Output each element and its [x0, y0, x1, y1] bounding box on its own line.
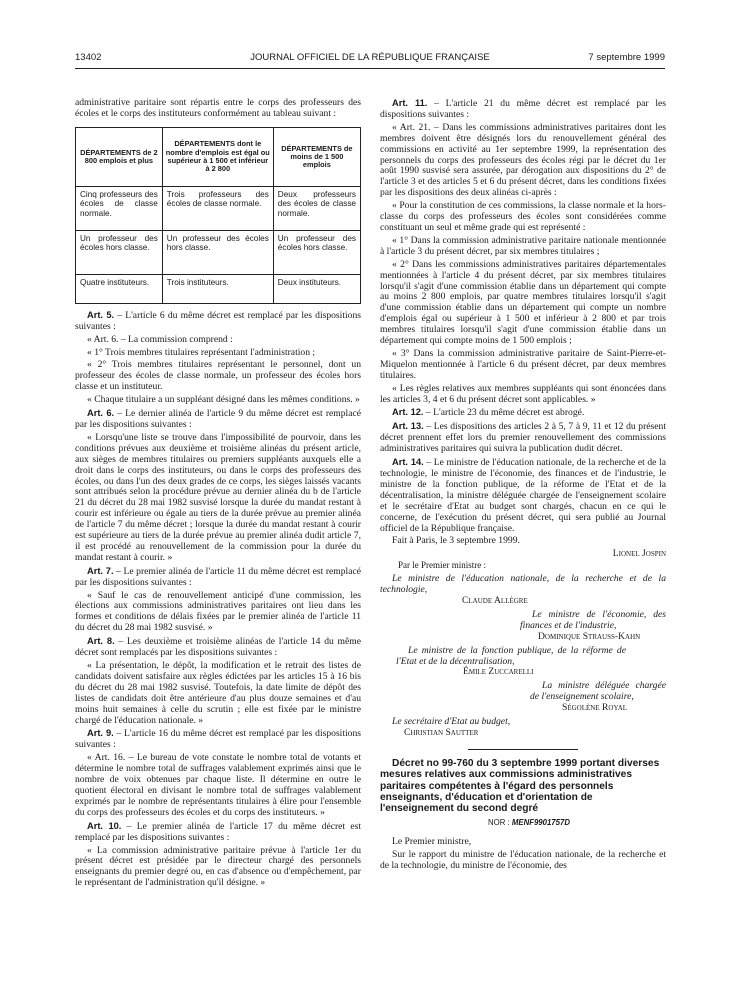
- signatory-name: Christian Sautter: [404, 726, 479, 738]
- article-11: Art. 11. – L'article 21 du même décret est remplacé par les dispositions suivantes :: [380, 98, 666, 120]
- quote-paragraph: « Art. 6. – La commission comprend :: [87, 333, 233, 345]
- right-column: [380, 98, 666, 874]
- table-header: DÉPARTEMENTS dont le nombre d'emplois est égal ou supérieur à 1 500 et inférieur à 2 800: [162, 127, 273, 186]
- page-number: 13402: [75, 52, 102, 63]
- table-cell: Deux professeurs des écoles de classe normale.: [273, 186, 360, 230]
- nor-reference: NOR : MENF9901757D: [488, 817, 570, 827]
- article-14: Art. 14. – Le ministre de l'éducation nationale, de la recherche et de la technologie, le ministre de l'économie, des finances et de l'industrie, le ministre de la fonction publique, de la réforme de l'Etat et de la décentralisation, la ministre déléguée chargée de l'enseignement scolaire et le secrétaire d'Etat au budget sont chargés, chacun en ce qui le concerne, de l'exécution du présent décret, qui sera publié au Journal officiel de la République française.: [380, 457, 666, 534]
- article-label: Art. 12.: [392, 407, 424, 418]
- quote-paragraph: « Art. 21. – Dans les commissions administratives paritaires dont les membres doivent être désignés lors du renouvellement général des commissions en activité au 1er septembre 1999, la représentation des personnels du corps des professeurs des écoles régi par le décret du 1er août 1990 susvisé sera assurée, par dérogation aux dispositions du 2° de l'article 3 et des articles 5 et 6 du présent décret, dans les conditions fixées par les dispositions des deux alinéas ci-après :: [380, 121, 666, 199]
- by-line: Par le Premier ministre :: [398, 560, 486, 571]
- table-cell: Deux instituteurs.: [273, 274, 360, 303]
- quote-paragraph: « La commission administrative paritaire prévue à l'article 1er du présent décret est présidée par le directeur chargé des personnels enseignants du premier degré ou, en cas d'absence ou d'empêchement, par le représentant de l'administration qu'il désigne. »: [75, 844, 361, 889]
- quote-paragraph: « 1° Trois membres titulaires représentant l'administration ;: [87, 346, 316, 358]
- journal-title: JOURNAL OFFICIEL DE LA RÉPUBLIQUE FRANÇAISE: [250, 52, 490, 63]
- quote-paragraph: « Art. 16. – Le bureau de vote constate le nombre total de votants et détermine le nombre total de suffrages valablement exprimés ainsi que le nombre de voix obtenues par chaque liste. Il détermine en outre le quotient électoral en divisant le nombre total de suffrages valablement exprimés par le nombre de représentants titulaires à élire pour l'ensemble du corps des professeurs des écoles et du corps des instituteurs. »: [75, 752, 361, 818]
- table-cell: Cinq professeurs des écoles de classe normale.: [76, 186, 163, 230]
- quote-paragraph: « Sauf le cas de renouvellement anticipé d'une commission, les élections aux commissions administratives paritaires ont lieu dans les formes et conditions de délais fixées par le premier alinéa de l'article 11 du décret du 28 mai 1982 susvisé. »: [75, 589, 361, 634]
- signature-schools: [380, 681, 666, 714]
- article-8: Art. 8. – Les deuxième et troisième alinéas de l'article 14 du même décret sont remplacés par les dispositions suivantes :: [75, 636, 361, 659]
- article-12: Art. 12. – L'article 23 du même décret est abrogé.: [392, 407, 585, 419]
- article-label: Art. 14.: [392, 457, 424, 468]
- table-cell: Un professeur des écoles hors classe.: [273, 230, 360, 274]
- header-rule: [75, 68, 665, 69]
- article-label: Art. 11.: [392, 98, 428, 108]
- quote-paragraph: « 1° Dans la commission administrative paritaire nationale mentionnée à l'article 3 du présent décret, par six membres titulaires ;: [380, 234, 666, 257]
- table-header: DÉPARTEMENTS de moins de 1 500 emplois: [273, 127, 360, 186]
- table-cell: Quatre instituteurs.: [76, 274, 163, 303]
- publication-date: 7 septembre 1999: [588, 52, 665, 63]
- signature-economy: [380, 610, 666, 643]
- table-cell: Un professeur des écoles hors classe.: [76, 230, 163, 274]
- signatory-title: Le ministre de l'éducation nationale, de la recherche et de la technologie,: [380, 573, 666, 596]
- signatory-name: Dominique Strauss-Kahn: [538, 630, 641, 642]
- signature-civil-service: [380, 646, 666, 679]
- quote-paragraph: « Pour la constitution de ces commissions, la classe normale et la hors-classe du corps des professeurs des écoles sont considérées comme constituant un seul et même grade qui est représenté :: [380, 200, 666, 233]
- quote-paragraph: « La présentation, le dépôt, la modification et le retrait des listes de candidats doivent satisfaire aux règles édictées par les articles 15 à 16 bis du décret du 28 mai 1982 susvisé. Toutefois, la date limite de dépôt des listes de candidats doit être antérieure d'au plus douze semaines et d'au moins huit semaines à celle du scrutin ; elle est fixée par le ministre chargé de l'éducation nationale. »: [75, 660, 361, 726]
- report-paragraph: Sur le rapport du ministre de l'éducation nationale, de la recherche et de la technologie, du ministre de l'économie, des: [380, 848, 666, 871]
- signatory-name: Ségolène Royal: [562, 702, 628, 714]
- pm-intro: Le Premier ministre,: [392, 835, 472, 847]
- quote-paragraph: « Chaque titulaire a un suppléant désigné dans les mêmes conditions. »: [87, 394, 360, 406]
- article-label: Art. 6.: [87, 408, 115, 419]
- article-7: Art. 7. – Le premier alinéa de l'article 11 du même décret est remplacé par les dispositions suivantes :: [75, 565, 361, 588]
- table-cell: Un professeur des écoles hors classe.: [162, 230, 273, 274]
- signatory-title: Le secrétaire d'Etat au budget,: [392, 716, 511, 728]
- left-column: [75, 98, 361, 891]
- table-row: [76, 274, 361, 303]
- signature-budget: [380, 717, 666, 739]
- signature-education: [380, 574, 666, 607]
- table-cell: Trois professeurs des écoles de classe normale.: [162, 186, 273, 230]
- article-label: Art. 10.: [87, 820, 122, 831]
- table-cell: Trois instituteurs.: [162, 274, 273, 303]
- article-5: Art. 5. – L'article 6 du même décret est remplacé par les dispositions suivantes :: [75, 309, 361, 332]
- nor-code: MENF9901757D: [511, 817, 570, 827]
- article-9: Art. 9. – L'article 16 du même décret est remplacé par les dispositions suivantes :: [75, 728, 362, 751]
- quote-paragraph: « 3° Dans la commission administrative paritaire de Saint-Pierre-et-Miquelon mentionnée à l'article 6 du présent décret, par deux membres titulaires.: [380, 347, 666, 381]
- quote-paragraph: « 2° Dans les commissions administratives paritaires départementales mentionnées à l'article 4 du présent décret, par six membres titulaires lorsqu'il s'agit d'une commission établie dans un département qui compte au moins 2 800 emplois, par quatre membres titulaires lorsqu'il s'agit d'une commission établie dans un département qui compte un nombre d'emplois égal ou supérieur à 1 500 et inférieur à 2 800 et par trois membres titulaires lorsqu'il s'agit d'une commission établie dans un département qui compte moins de 1 500 emplois ;: [380, 258, 666, 347]
- page-header: [75, 52, 665, 66]
- table-row: [76, 186, 361, 230]
- table-header: DÉPARTEMENTS de 2 800 emplois et plus: [76, 127, 163, 186]
- signatory-name: Claude Allègre: [462, 594, 528, 606]
- distribution-table: [75, 127, 361, 304]
- article-label: Art. 5.: [87, 309, 115, 320]
- signatory-name: Lionel Jospin: [612, 548, 666, 560]
- article-label: Art. 9.: [87, 728, 114, 739]
- article-label: Art. 13.: [392, 421, 424, 432]
- quote-paragraph: « Les règles relatives aux membres suppléants qui sont énoncées dans les articles 3, 4 et 6 du présent décret sont applicables. »: [380, 382, 666, 405]
- table-row: [76, 230, 361, 274]
- article-label: Art. 7.: [87, 565, 114, 576]
- signatory-title: La ministre déléguée chargée de l'enseignement scolaire,: [530, 680, 666, 703]
- article-6: Art. 6. – Le dernier alinéa de l'article 9 du même décret est remplacé par les dispositions suivantes :: [75, 408, 361, 430]
- signatory-name: Émile Zuccarelli: [463, 666, 534, 678]
- decree-title: Décret no 99-760 du 3 septembre 1999 portant diverses mesures relatives aux commissions administratives paritaires compétentes à l'égard des personnels enseignants, d'éducation et d'orientation de l'enseignement du second degré: [380, 757, 660, 815]
- separator-rule: [468, 749, 578, 750]
- quote-paragraph: « Lorsqu'une liste se trouve dans l'impossibilité de pourvoir, dans les conditions prévues aux deuxième et troisième alinéas du présent article, aux sièges de membres titulaires ou premiers suppléants auxquels elle a droit dans le corps des instituteurs, ou dans le corps des professeurs des écoles, ou dans l'un des deux grades de ce corps, les sièges laissés vacants sont attribués selon la procédure prévue au dernier alinéa du b de l'article 21 du décret du 28 mai 1982 susvisé lorsque la durée du mandat restant à courir est inférieure ou égale au tiers de la durée prévue au premier alinéa de l'article 7 du même décret ; lorsque la durée du mandat restant à courir est supérieure au tiers de la durée prévue au premier alinéa dudit article 7, il est procédé au renouvellement de la commission pour la durée du mandat restant à courir. »: [75, 431, 361, 563]
- intro-paragraph: administrative paritaire sont répartis entre le corps des professeurs des écoles et le corps des instituteurs conformément au tableau suivant :: [75, 97, 361, 119]
- article-10: Art. 10. – Le premier alinéa de l'article 17 du même décret est remplacé par les dispositions suivantes :: [75, 820, 361, 843]
- done-at: Fait à Paris, le 3 septembre 1999.: [392, 535, 520, 547]
- signatory-title: Le ministre de la fonction publique, de la réforme de l'Etat et de la décentralisation,: [396, 644, 626, 667]
- quote-paragraph: « 2° Trois membres titulaires représentant le personnel, dont un professeur des écoles de classe normale, un professeur des écoles hors classe et un instituteur.: [75, 359, 361, 393]
- article-label: Art. 8.: [87, 636, 115, 647]
- article-13: Art. 13. – Les dispositions des articles 2 à 5, 7 à 9, 11 et 12 du présent décret prennent effet lors du premier renouvellement des commissions administratives paritaires qui suivra la publication dudit décret.: [380, 421, 666, 455]
- signatory-title: Le ministre de l'économie, des finances et de l'industrie,: [520, 608, 666, 631]
